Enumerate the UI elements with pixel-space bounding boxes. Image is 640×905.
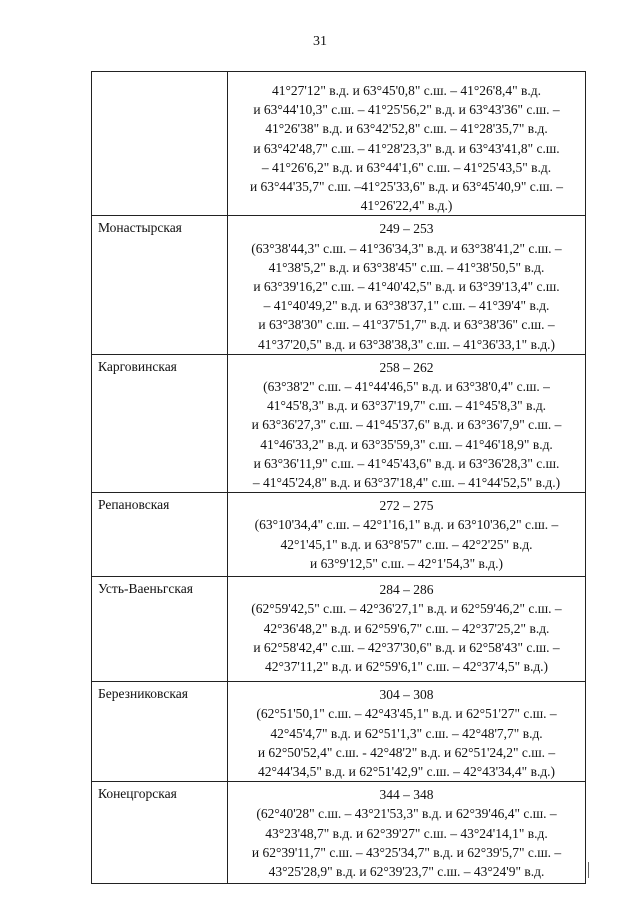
coordinates-cell: [228, 682, 586, 782]
coordinates-cell: [228, 577, 586, 682]
coordinate-line: и 63°44'10,3" с.ш. – 41°25'56,2" в.д. и 63°43'36" с.ш. –: [253, 102, 560, 118]
coordinate-line: 42°1'45,1" в.д. и 63°8'57" с.ш. – 42°2'25" в.д.: [280, 536, 533, 552]
coordinate-line: 41°46'33,2" в.д. и 63°35'59,3" с.ш. – 41°46'18,9" в.д.: [260, 436, 553, 452]
section-name-cell: [92, 577, 228, 682]
coordinate-line: и 63°9'12,5" с.ш. – 42°1'54,3" в.д.): [310, 555, 503, 571]
section-name-cell: [92, 682, 228, 782]
coordinate-line: (63°38'44,3" с.ш. – 41°36'34,3" в.д. и 63°38'41,2" с.ш. –: [251, 240, 562, 256]
kilometer-range: 304 – 308: [379, 687, 434, 703]
table-row: [92, 354, 586, 492]
coordinates-cell: [228, 354, 586, 492]
section-name: Карговинская: [98, 358, 177, 374]
section-name: Репановская: [98, 497, 170, 513]
coordinate-line: 41°26'22,4" в.д.): [360, 198, 453, 214]
coordinate-line: 42°44'34,5" в.д. и 62°51'42,9" с.ш. – 42°43'34,4" в.д.): [257, 764, 556, 780]
coordinate-line: и 63°36'27,3" с.ш. – 41°45'37,6" в.д. и 63°36'7,9" с.ш. –: [251, 417, 562, 433]
page-number: 31: [313, 34, 327, 49]
table-row: [92, 72, 586, 216]
table-row: [92, 577, 586, 682]
page-edge-mark: [588, 862, 589, 878]
coordinate-line: и 63°38'30" с.ш. – 41°37'51,7" в.д. и 63°38'36" с.ш. –: [258, 317, 555, 333]
table-row: [92, 782, 586, 884]
coordinates-cell: [228, 782, 586, 884]
coordinate-line: и 62°39'11,7" с.ш. – 43°25'34,7" в.д. и 62°39'5,7" с.ш. –: [251, 844, 562, 860]
coordinate-line: 42°37'11,2" в.д. и 62°59'6,1" с.ш. – 42°37'4,5" в.д.): [264, 659, 549, 675]
coordinate-line: 41°26'38" в.д. и 63°42'52,8" с.ш. – 41°28'35,7" в.д.: [265, 121, 548, 137]
coordinate-line: и 63°44'35,7" с.ш. –41°25'33,6" в.д. и 63°45'40,9" с.ш. –: [249, 179, 564, 195]
coordinate-line: – 41°40'49,2" в.д. и 63°38'37,1" с.ш. – 41°39'4" в.д.: [263, 298, 550, 314]
coordinate-line: (62°59'42,5" с.ш. – 42°36'27,1" в.д. и 62°59'46,2" с.ш. –: [251, 601, 562, 617]
kilometer-range: 284 – 286: [379, 582, 434, 598]
coordinate-line: – 41°26'6,2" в.д. и 63°44'1,6" с.ш. – 41°25'43,5" в.д.: [261, 159, 552, 175]
coordinate-line: и 62°58'42,4" с.ш. – 42°37'30,6" в.д. и 62°58'43" с.ш. –: [253, 639, 560, 655]
coordinate-line: (62°51'50,1" с.ш. – 42°43'45,1" в.д. и 62°51'27" с.ш. –: [256, 706, 557, 722]
coordinates-table-body: [92, 72, 586, 884]
coordinate-line: 41°38'5,2" в.д. и 63°38'45" с.ш. – 41°38'50,5" в.д.: [268, 259, 545, 275]
section-name: Конецгорская: [98, 786, 177, 802]
coordinate-line: (63°38'2" с.ш. – 41°44'46,5" в.д. и 63°38'0,4" с.ш. –: [263, 379, 550, 395]
coordinates-cell: [228, 216, 586, 354]
coordinate-line: и 63°36'11,9" с.ш. – 41°45'43,6" в.д. и 63°36'28,3" с.ш.: [253, 455, 560, 471]
section-name-cell: [92, 216, 228, 354]
kilometer-range: 249 – 253: [379, 221, 434, 237]
table-row: [92, 493, 586, 577]
section-name: Березниковская: [98, 686, 188, 702]
section-name-cell: [92, 782, 228, 884]
section-name-cell: [92, 72, 228, 216]
coordinates-table: [91, 71, 586, 884]
coordinate-line: и 62°50'52,4" с.ш. - 42°48'2" в.д. и 62°51'24,2" с.ш. –: [257, 744, 556, 760]
section-name: Монастырская: [98, 220, 182, 236]
kilometer-range: 258 – 262: [379, 359, 434, 375]
coordinate-line: (62°40'28" с.ш. – 43°21'53,3" в.д. и 62°39'46,4" с.ш. –: [256, 806, 557, 822]
kilometer-range: 344 – 348: [379, 787, 434, 803]
coordinate-line: 41°27'12" в.д. и 63°45'0,8" с.ш. – 41°26'8,4" в.д.: [272, 83, 541, 98]
coordinate-line: 42°36'48,2" в.д. и 62°59'6,7" с.ш. – 42°37'25,2" в.д.: [263, 620, 550, 636]
coordinate-line: и 63°42'48,7" с.ш. – 41°28'23,3" в.д. и 63°43'41,8" с.ш.: [253, 140, 560, 156]
table-row: [92, 216, 586, 354]
coordinate-line: 41°45'8,3" в.д. и 63°37'19,7" с.ш. – 41°45'8,3" в.д.: [266, 398, 547, 414]
section-name-cell: [92, 493, 228, 577]
coordinate-line: – 41°45'24,8" в.д. и 63°37'18,4" с.ш. – 41°44'52,5" в.д.): [252, 475, 561, 491]
coordinates-cell: [228, 72, 586, 216]
section-name-cell: [92, 354, 228, 492]
table-row: [92, 682, 586, 782]
coordinate-line: 42°45'4,7" в.д. и 62°51'1,3" с.ш. – 42°48'7,7" в.д.: [270, 725, 543, 741]
coordinate-line: и 63°39'16,2" с.ш. – 41°40'42,5" в.д. и 63°39'13,4" с.ш.: [253, 279, 560, 295]
coordinate-line: 43°25'28,9" в.д. и 62°39'23,7" с.ш. – 43°24'9" в.д.: [268, 864, 545, 880]
coordinates-cell: [228, 493, 586, 577]
kilometer-range: 272 – 275: [379, 498, 434, 514]
coordinate-line: 43°23'48,7" в.д. и 62°39'27" с.ш. – 43°24'14,1" в.д.: [265, 825, 548, 841]
coordinate-line: (63°10'34,4" с.ш. – 42°1'16,1" в.д. и 63°10'36,2" с.ш. –: [254, 517, 559, 533]
section-name: Усть-Ваеньгская: [98, 581, 193, 597]
coordinate-line: 41°37'20,5" в.д. и 63°38'38,3" с.ш. – 41°36'33,1" в.д.): [257, 336, 556, 352]
